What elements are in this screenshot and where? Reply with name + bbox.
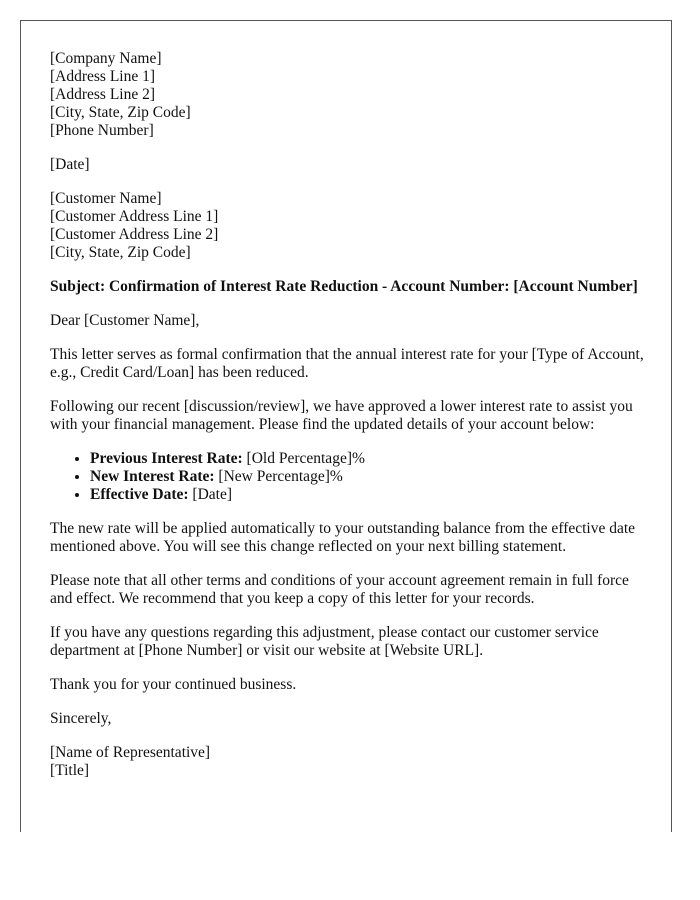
paragraph-terms: Please note that all other terms and conditions of your account agreement remain in full force and effect. We recommend that you keep a copy of this letter for your records.	[50, 572, 629, 607]
detail-label: Previous Interest Rate:	[90, 450, 243, 467]
sender-city: [City, State, Zip Code]	[50, 104, 191, 121]
signature-block	[50, 744, 650, 780]
recipient-address-line-1: [Customer Address Line 1]	[50, 208, 219, 225]
letter-page	[20, 20, 672, 832]
detail-value: [Date]	[188, 486, 233, 503]
paragraph-thanks: Thank you for your continued business.	[50, 676, 297, 693]
paragraph-approval: Following our recent [discussion/review], we have approved a lower interest rate to assist you with your financial management. Please find the updated details of your account below:	[50, 398, 633, 433]
sender-address-line-1: [Address Line 1]	[50, 68, 156, 85]
recipient-address	[50, 190, 650, 262]
sender-address	[50, 50, 650, 140]
paragraph-contact: If you have any questions regarding this adjustment, please contact our customer service department at [Phone Number] or visit our website at [Website URL].	[50, 624, 599, 659]
recipient-name: [Customer Name]	[50, 190, 162, 207]
recipient-address-line-2: [Customer Address Line 2]	[50, 226, 219, 243]
sender-address-line-2: [Address Line 2]	[50, 86, 156, 103]
list-item-new-rate	[90, 468, 650, 486]
list-item-previous-rate	[90, 450, 650, 468]
rate-details-list	[50, 450, 650, 504]
detail-value: [New Percentage]%	[214, 468, 343, 485]
sender-company: [Company Name]	[50, 50, 162, 67]
detail-value: [Old Percentage]%	[242, 450, 365, 467]
paragraph-application: The new rate will be applied automatically to your outstanding balance from the effective date mentioned above. You will see this change reflected on your next billing statement.	[50, 520, 636, 555]
detail-label: New Interest Rate:	[90, 468, 215, 485]
sender-phone: [Phone Number]	[50, 122, 154, 139]
letter-date: [Date]	[50, 156, 90, 173]
detail-label: Effective Date:	[90, 486, 189, 503]
paragraph-confirmation: This letter serves as formal confirmation that the annual interest rate for your [Type of Account, e.g., Credit Card/Loan] has been reduced.	[50, 346, 644, 381]
subject-line: Subject: Confirmation of Interest Rate Reduction - Account Number: [Account Number]	[50, 278, 638, 295]
closing: Sincerely,	[50, 710, 112, 727]
representative-title: [Title]	[50, 762, 90, 779]
list-item-effective-date	[90, 486, 650, 504]
recipient-city: [City, State, Zip Code]	[50, 244, 191, 261]
representative-name: [Name of Representative]	[50, 744, 211, 761]
salutation: Dear [Customer Name],	[50, 312, 200, 329]
